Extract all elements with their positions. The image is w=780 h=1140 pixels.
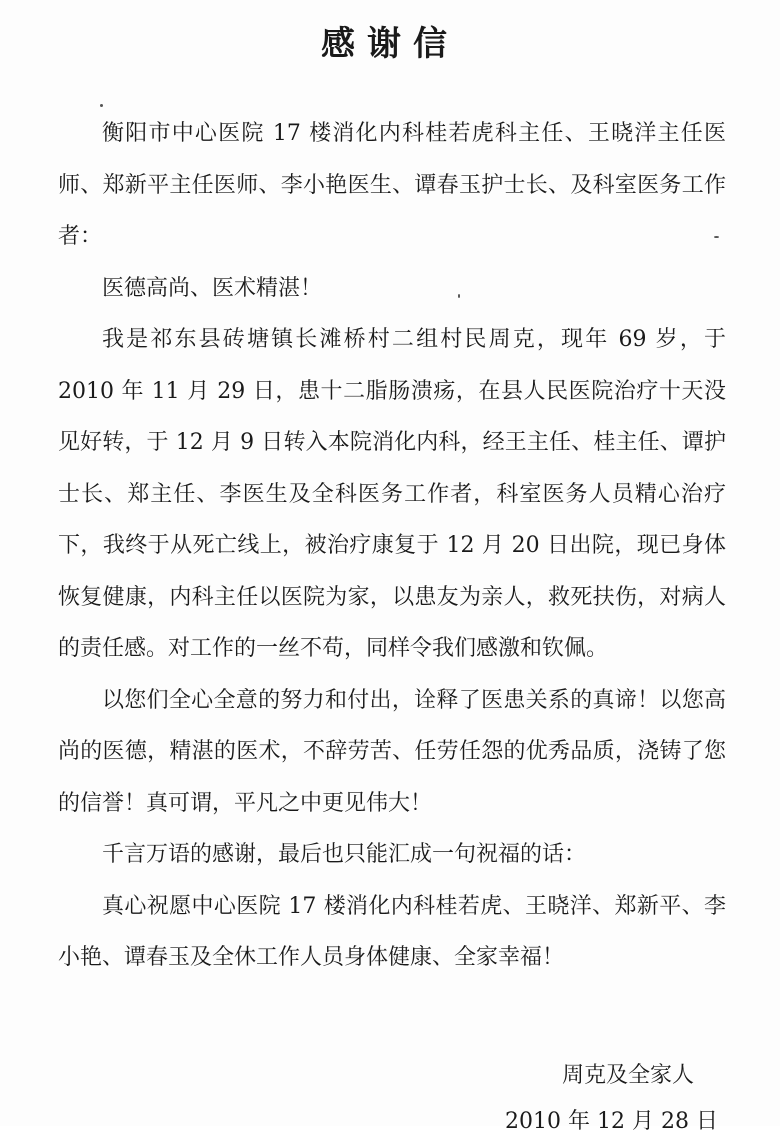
scan-speck — [458, 294, 460, 298]
scan-speck — [100, 104, 103, 107]
letter-paragraph-story: 我是祁东县砖塘镇长滩桥村二组村民周克，现年 69 岁，于 2010 年 11 月 29 日，患十二脂肠溃疡，在县人民医院治疗十天没见好转，于 12 月 9 日转入本院消化内科，经王主任、桂主任、谭护士长、郑主任、李医生及全科医务工作者，科室医务人员精心治疗下，我终于从死亡线上，被治疗康复于 12 月 20 日出院，现已身体恢复健康，内科主任以医院为家，以患友为亲人，救死扶伤，对病人的责任感。对工作的一丝不苟，同样令我们感激和钦佩。 — [58, 327, 726, 661]
letter-paragraph-gratitude: 以您们全心全意的努力和付出，诠释了医患关系的真谛！以您高尚的医德，精湛的医术，不辞劳苦、任劳任怨的优秀品质，浇铸了您 的信誉！真可谓，平凡之中更见伟大！ — [58, 687, 726, 816]
letter-paragraph-wishes: 真心祝愿中心医院 17 楼消化内科桂若虎、王晓洋、郑新平、李小艳、谭春玉及全休工作人员身体健康、全家幸福！ — [58, 893, 726, 970]
letter-body — [58, 108, 726, 984]
letter-salutation: 衡阳市中心医院 17 楼消化内科桂若虎科主任、王晓洋主任医师、郑新平主任医师、李小艳医生、谭春玉护士长、及科室医务工作者： — [58, 121, 726, 249]
letter-title: 感谢信 — [321, 24, 459, 64]
letter-date: 2010 年 12 月 28 日 — [505, 1109, 718, 1134]
letter-signature: 周克及全家人 — [561, 1063, 694, 1088]
letter-paragraph-praise: 医德高尚、医术精湛！ — [102, 275, 323, 301]
scan-speck — [714, 236, 719, 238]
letter-paragraph-thanks: 千言万语的感谢，最后也只能汇成一句祝福的话： — [102, 842, 587, 867]
